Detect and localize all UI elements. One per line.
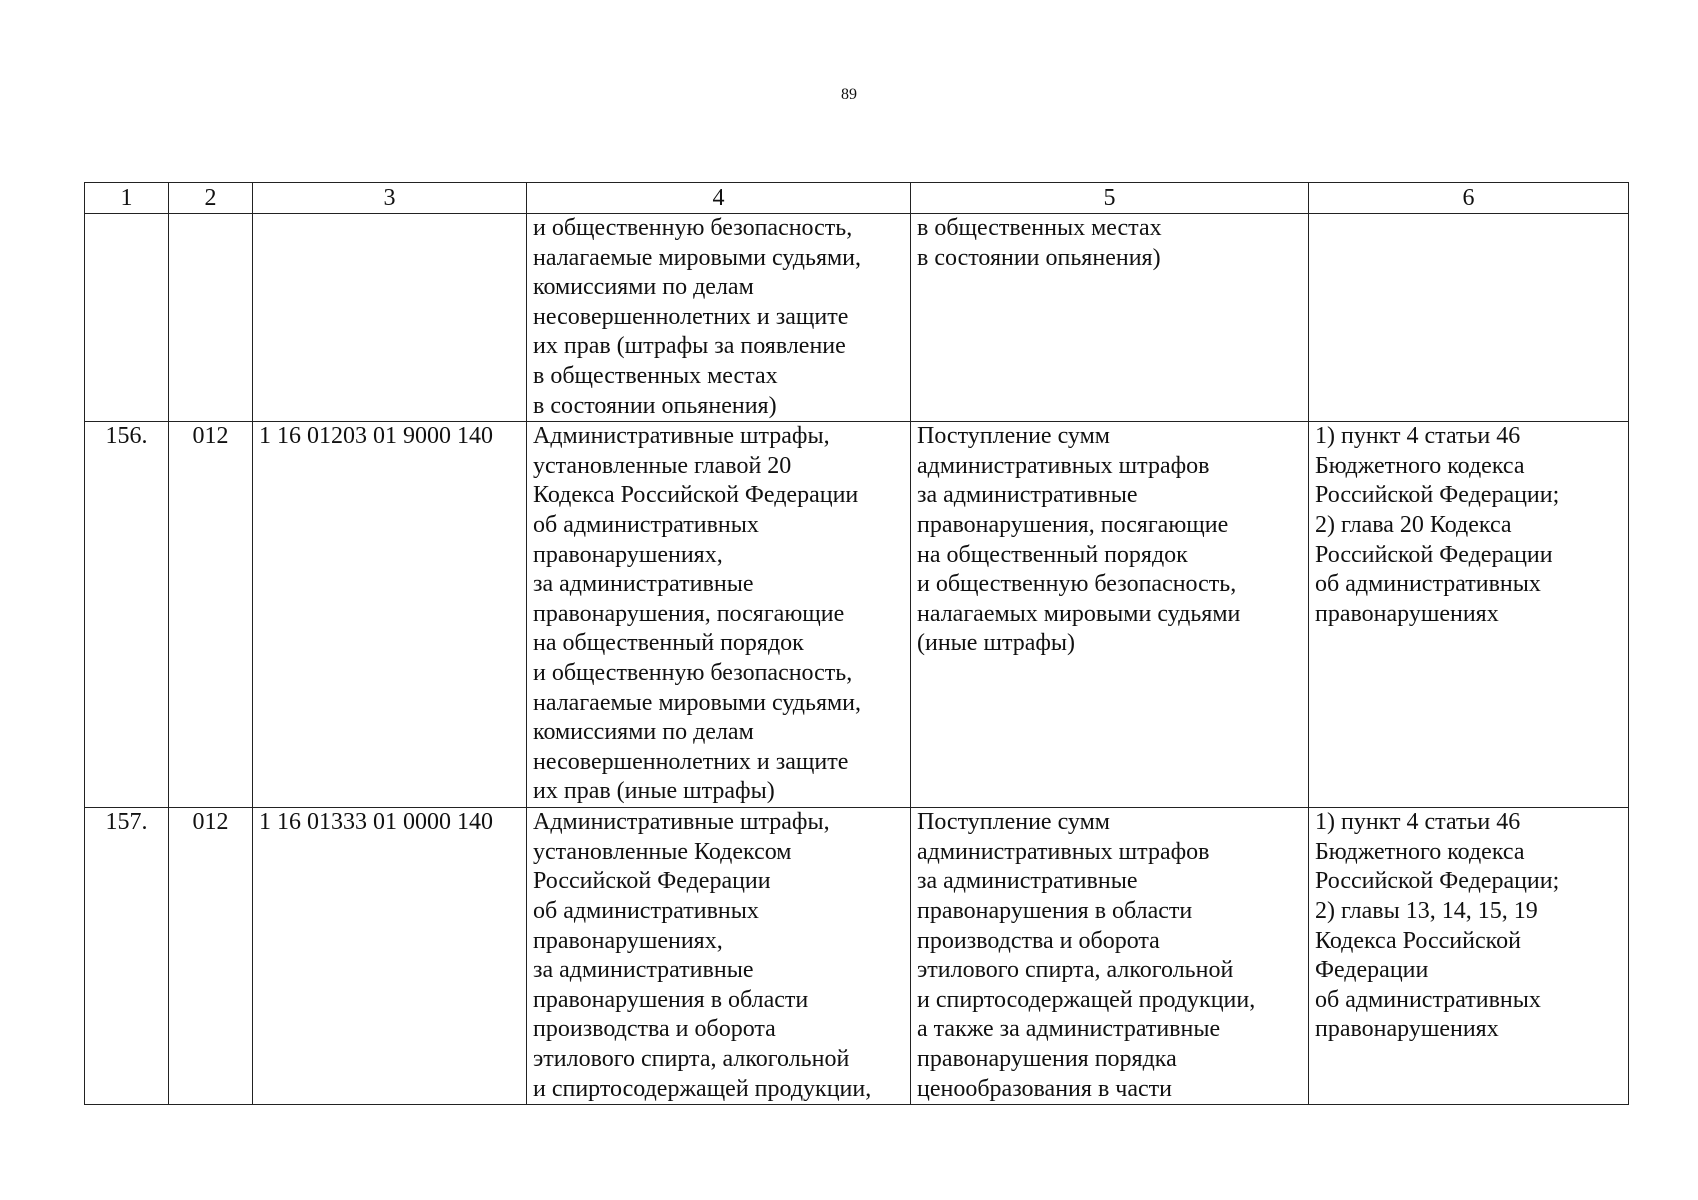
administrator-code: 012: [169, 808, 253, 1105]
administrator-code: [169, 214, 253, 422]
legal-basis: 1) пункт 4 статьи 46 Бюджетного кодекса Российской Федерации; 2) главы 13, 14, 15, 19 Кодекса Российской Федерации об административных правонарушениях: [1309, 808, 1629, 1105]
revenue-name: Административные штрафы, установленные Кодексом Российской Федерации об административных правонарушениях, за административные правонарушения в области производства и оборота этилового спирта, алкогольной и спиртосодержащей продукции,: [527, 808, 911, 1105]
table-row: [85, 808, 1629, 1105]
row-number: 157.: [85, 808, 169, 1105]
revenue-description: Поступление сумм административных штрафов за административные правонарушения в области производства и оборота этилового спирта, алкогольной и спиртосодержащей продукции, а также за административные правонарушения порядка ценообразования в части: [911, 808, 1309, 1105]
revenue-description: Поступление сумм административных штрафов за административные правонарушения, посягающие на общественный порядок и общественную безопасность, налагаемых мировыми судьями (иные штрафы): [911, 422, 1309, 808]
revenue-code: 1 16 01203 01 9000 140: [253, 422, 527, 808]
revenue-code: [253, 214, 527, 422]
table-row: [85, 214, 1629, 422]
revenue-code: 1 16 01333 01 0000 140: [253, 808, 527, 1105]
column-header-1: 1: [85, 183, 169, 214]
column-header-4: 4: [527, 183, 911, 214]
administrator-code: 012: [169, 422, 253, 808]
column-header-3: 3: [253, 183, 527, 214]
column-header-6: 6: [1309, 183, 1629, 214]
table-row: [85, 422, 1629, 808]
row-number: [85, 214, 169, 422]
column-header-2: 2: [169, 183, 253, 214]
row-number: 156.: [85, 422, 169, 808]
revenue-name: и общественную безопасность, налагаемые мировыми судьями, комиссиями по делам несовершеннолетних и защите их прав (штрафы за появление в общественных местах в состоянии опьянения): [527, 214, 911, 422]
page-number: 89: [841, 86, 857, 103]
revenue-description: в общественных местах в состоянии опьянения): [911, 214, 1309, 422]
revenue-name: Административные штрафы, установленные главой 20 Кодекса Российской Федерации об административных правонарушениях, за административные правонарушения, посягающие на общественный порядок и общественную безопасность, налагаемые мировыми судьями, комиссиями по делам несовершеннолетних и защите их прав (иные штрафы): [527, 422, 911, 808]
legal-basis: [1309, 214, 1629, 422]
table-header-row: [85, 183, 1629, 214]
budget-classification-table: [84, 182, 1629, 1105]
column-header-5: 5: [911, 183, 1309, 214]
legal-basis: 1) пункт 4 статьи 46 Бюджетного кодекса Российской Федерации; 2) глава 20 Кодекса Российской Федерации об административных правонарушениях: [1309, 422, 1629, 808]
